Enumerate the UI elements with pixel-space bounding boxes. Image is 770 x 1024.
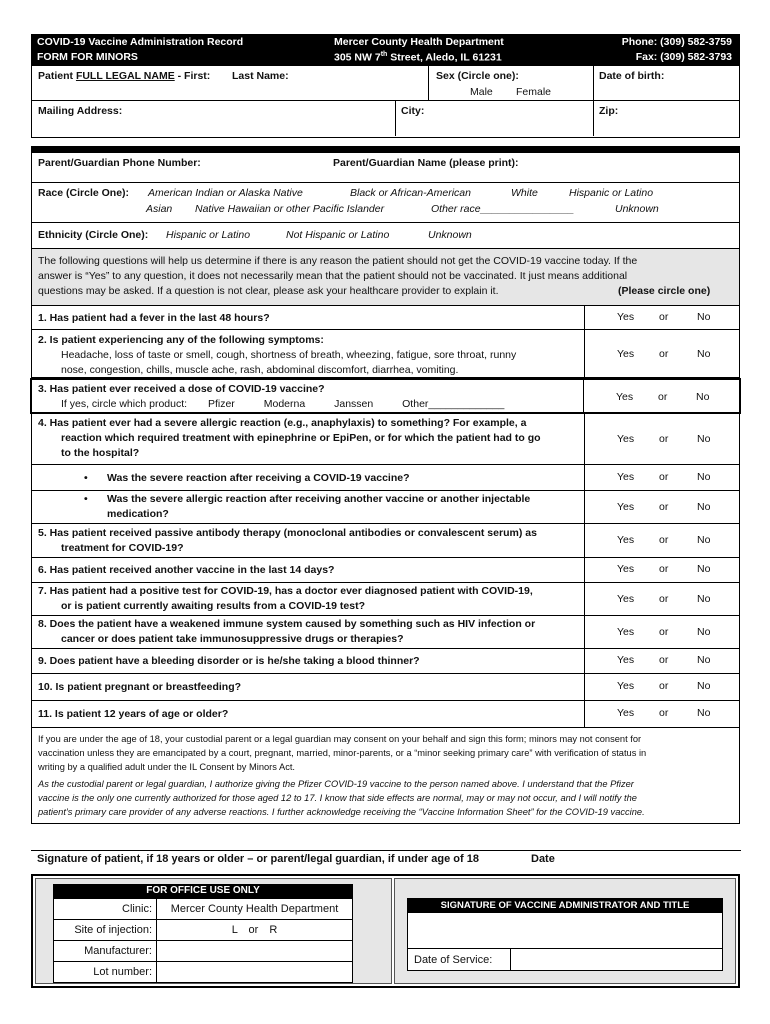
race-option[interactable]: Hispanic or Latino [569, 187, 654, 199]
administrator-signature-title: SIGNATURE OF VACCINE ADMINISTRATOR AND TITLE [407, 898, 723, 913]
answer-no[interactable]: No [697, 534, 711, 546]
answer-or: or [659, 680, 669, 692]
product-other[interactable]: Other_____________ [402, 398, 505, 410]
office-use-title: FOR OFFICE USE ONLY [53, 884, 353, 898]
answer-yes[interactable]: Yes [617, 593, 635, 605]
race-option[interactable]: Unknown [615, 203, 659, 215]
guardian-row [31, 153, 740, 183]
question-row-1 [31, 306, 740, 330]
answer-or: or [658, 391, 668, 403]
date-of-service-row [407, 949, 723, 971]
sex-label: Sex (Circle one): [436, 70, 519, 82]
department-address: 305 NW 7th Street, Aledo, IL 61231 [334, 51, 502, 64]
answer-or: or [659, 501, 669, 513]
authorization-text: vaccine is the only one currently authorized for those aged 12 to 17. I know that side effects are normal, may or may not occur, and I will notify the [38, 793, 637, 803]
question-row-4b [31, 491, 740, 524]
answer-yes[interactable]: Yes [616, 391, 634, 403]
office-use-table [53, 898, 353, 983]
first-name-field[interactable] [38, 84, 218, 98]
answer-yes[interactable]: Yes [617, 563, 635, 575]
ethnicity-label: Ethnicity (Circle One): [38, 229, 149, 241]
question-text: 7. Has patient had a positive test for COVID-19, has a doctor ever diagnosed patient with COVID-19, or is patient currently awaiting results from a COVID-19 test? [38, 585, 533, 612]
answer-no[interactable]: No [697, 471, 711, 483]
question-text: 4. Has patient ever had a severe allergic reaction (e.g., anaphylaxis) to something? For example, a reaction which required treatment with epinephrine or EpiPen, or for which the patient had to go to the hospital? [38, 417, 541, 459]
race-option[interactable]: American Indian or Alaska Native [148, 187, 303, 199]
site-value[interactable]: L or R [157, 920, 353, 941]
answer-cell [584, 524, 741, 557]
answer-or: or [659, 433, 669, 445]
answer-yes[interactable]: Yes [617, 348, 635, 360]
answer-yes[interactable]: Yes [617, 626, 635, 638]
answer-yes[interactable]: Yes [617, 433, 635, 445]
question-text: 11. Is patient 12 years of age or older? [38, 708, 229, 720]
sex-option-female[interactable]: Female [516, 86, 552, 98]
guardian-phone-field[interactable] [222, 156, 322, 170]
question-row-11 [31, 701, 740, 728]
lot-number-field[interactable] [161, 966, 348, 978]
question-row-2 [31, 330, 740, 378]
question-row-4 [31, 414, 740, 465]
mailing-address-field[interactable] [38, 119, 388, 133]
race-option[interactable]: Asian [146, 203, 173, 215]
fax-number: Fax: (309) 582-3793 [635, 51, 732, 63]
last-name-label: Last Name: [232, 70, 289, 82]
consent-text: writing by a qualified adult under the IL Consent by Minors Act. [38, 762, 296, 772]
answer-cell [584, 491, 741, 523]
date-of-service-label: Date of Service: [414, 954, 493, 966]
question-row-4a [31, 465, 740, 491]
question-text: 2. Is patient experiencing any of the following symptoms: Headache, loss of taste or smell, cough, shortness of breath, wheezing, fatigue, sore throat, runny nose, congestion, chills, muscle ache, rash, abdominal discomfort, diarrhea, vomiting. [38, 334, 517, 376]
guardian-name-field[interactable] [542, 156, 732, 170]
authorization-text: patient’s primary care provider of any adverse reactions. I further acknowledge receiving the “Vaccine Information Sheet” for the COVID-19 vaccine. [38, 807, 645, 817]
answer-cell [584, 465, 741, 490]
race-option[interactable]: Native Hawaiian or other Pacific Islander [195, 203, 385, 215]
mailing-address-label: Mailing Address: [38, 105, 123, 117]
answer-yes[interactable]: Yes [617, 680, 635, 692]
race-row [31, 183, 740, 223]
answer-or: or [659, 471, 669, 483]
answer-cell [584, 306, 741, 329]
answer-cell [583, 380, 740, 412]
site-label: Site of injection: [54, 920, 157, 941]
sex-option-male[interactable]: Male [470, 86, 493, 98]
question-row-5 [31, 524, 740, 558]
question-text: • Was the severe allergic reaction after receiving another vaccine or another injectable medication? [84, 493, 531, 520]
answer-no[interactable]: No [696, 391, 710, 403]
race-option[interactable]: Other race________________ [431, 203, 575, 215]
question-text: 8. Does the patient have a weakened immune system caused by something such as HIV infection or cancer or does patient take immunosuppressive drugs or therapies? [38, 618, 536, 645]
question-row-8 [31, 616, 740, 649]
question-text: 6. Has patient received another vaccine in the last 14 days? [38, 564, 335, 576]
city-field[interactable] [401, 119, 587, 133]
answer-cell [584, 649, 741, 673]
race-option[interactable]: Black or African-American [350, 187, 471, 199]
form-title: COVID-19 Vaccine Administration Record [37, 36, 244, 48]
site-right[interactable]: R [269, 924, 278, 936]
question-text: 9. Does patient have a bleeding disorder or is he/she taking a blood thinner? [38, 655, 420, 667]
question-row-3 [30, 378, 741, 414]
bullet-icon: • [84, 493, 88, 505]
guardian-phone-label: Parent/Guardian Phone Number: [38, 157, 201, 169]
answer-cell [584, 583, 741, 615]
answer-cell [584, 616, 741, 648]
patient-info-block [31, 66, 740, 138]
question-text: 1. Has patient had a fever in the last 48 hours? [38, 312, 270, 324]
section-divider [31, 146, 740, 153]
question-row-7 [31, 583, 740, 616]
answer-cell [584, 701, 741, 727]
city-label: City: [401, 105, 425, 117]
office-use-frame [31, 874, 740, 988]
answer-yes[interactable]: Yes [617, 534, 635, 546]
question-text: 5. Has patient received passive antibody therapy (monoclonal antibodies or convalescent serum) as treatment for COVID-19? [38, 527, 537, 554]
answer-no[interactable]: No [697, 654, 711, 666]
screening-intro [31, 249, 740, 306]
department-name: Mercer County Health Department [334, 36, 504, 48]
guardian-name-label: Parent/Guardian Name (please print): [333, 157, 519, 169]
answer-cell [584, 330, 741, 377]
answer-or: or [659, 654, 669, 666]
ethnicity-row [31, 223, 740, 249]
product-janssen[interactable]: Janssen [334, 398, 374, 410]
site-left[interactable]: L [231, 924, 238, 936]
answer-or: or [659, 311, 669, 323]
question-text: 3. Has patient ever received a dose of COVID-19 vaccine? If yes, circle which product: Pfizer Moderna Janssen Other_____________ [38, 383, 505, 410]
answer-no[interactable]: No [697, 433, 711, 445]
answer-no[interactable]: No [697, 593, 711, 605]
answer-or: or [659, 707, 669, 719]
clinic-label: Clinic: [54, 899, 157, 920]
manufacturer-label: Manufacturer: [54, 941, 157, 962]
answer-no[interactable]: No [697, 707, 711, 719]
race-option[interactable]: White [511, 187, 538, 199]
zip-label: Zip: [599, 105, 619, 117]
form-header [31, 34, 740, 66]
authorization-text: As the custodial parent or legal guardian, I authorize giving the Pfizer COVID-19 vaccine to the person named above. I understand that the Pfizer [38, 779, 634, 789]
answer-no[interactable]: No [697, 501, 711, 513]
signature-label: Signature of patient, if 18 years or older – or parent/legal guardian, if under age of 18 [37, 853, 479, 865]
answer-no[interactable]: No [697, 626, 711, 638]
answer-yes[interactable]: Yes [617, 654, 635, 666]
administrator-signature-field[interactable] [407, 913, 723, 949]
consent-block [31, 728, 740, 824]
lot-number-label: Lot number: [54, 962, 157, 983]
intro-text: questions may be asked. If a question is not clear, please ask your healthcare provider to explain it. [38, 285, 499, 297]
ethnicity-option[interactable]: Hispanic or Latino [166, 229, 251, 241]
product-moderna[interactable]: Moderna [263, 398, 306, 410]
office-use-left-panel [35, 878, 392, 984]
answer-cell [584, 414, 741, 464]
patient-name-label: Patient FULL LEGAL NAME - First: [38, 70, 211, 82]
answer-no[interactable]: No [697, 311, 711, 323]
intro-text: The following questions will help us determine if there is any reason the patient should not get the COVID-19 vaccine today. If the [38, 255, 638, 267]
question-row-9 [31, 649, 740, 674]
question-text: • Was the severe reaction after receiving a COVID-19 vaccine? [84, 472, 410, 484]
answer-or: or [659, 593, 669, 605]
question-row-10 [31, 674, 740, 701]
answer-no[interactable]: No [697, 680, 711, 692]
signature-field[interactable] [37, 832, 507, 848]
answer-or: or [659, 563, 669, 575]
phone-number: Phone: (309) 582-3759 [621, 36, 732, 48]
answer-cell [584, 674, 741, 700]
ethnicity-option[interactable]: Not Hispanic or Latino [286, 229, 390, 241]
answer-yes[interactable]: Yes [617, 311, 635, 323]
circle-instruction: (Please circle one) [618, 285, 711, 297]
answer-yes[interactable]: Yes [617, 501, 635, 513]
zip-field[interactable] [599, 119, 735, 133]
question-row-6 [31, 558, 740, 583]
product-pfizer[interactable]: Pfizer [207, 398, 235, 410]
answer-no[interactable]: No [697, 348, 711, 360]
form-subtitle: FORM FOR MINORS [37, 51, 138, 63]
manufacturer-field[interactable] [161, 945, 348, 957]
race-label: Race (Circle One): [38, 187, 130, 199]
consent-text: If you are under the age of 18, your custodial parent or a legal guardian may consent on your behalf and sign this form; minors may not consent for [38, 734, 642, 744]
clinic-value: Mercer County Health Department [157, 899, 353, 920]
dob-label: Date of birth: [599, 70, 665, 82]
bullet-icon: • [84, 472, 88, 484]
intro-text: answer is “Yes” to any question, it does not necessarily mean that the patient should not be vaccinated. It just means additional [38, 270, 628, 282]
answer-yes[interactable]: Yes [617, 471, 635, 483]
question-text: 10. Is patient pregnant or breastfeeding? [38, 681, 242, 693]
consent-text: vaccination unless they are emancipated by a court, pregnant, married, minor-parents, or a “minor seeking primary care” with verification of status in [38, 748, 647, 758]
date-of-service-field[interactable] [514, 952, 714, 967]
answer-no[interactable]: No [697, 563, 711, 575]
answer-or: or [659, 534, 669, 546]
office-use-right-panel [394, 878, 736, 984]
signature-line [31, 850, 741, 851]
answer-or: or [659, 626, 669, 638]
signature-date-label: Date [531, 853, 555, 865]
answer-cell [584, 558, 741, 582]
answer-yes[interactable]: Yes [617, 707, 635, 719]
dob-field[interactable] [599, 84, 735, 98]
ethnicity-option[interactable]: Unknown [428, 229, 472, 241]
answer-or: or [659, 348, 669, 360]
last-name-field[interactable] [232, 84, 422, 98]
